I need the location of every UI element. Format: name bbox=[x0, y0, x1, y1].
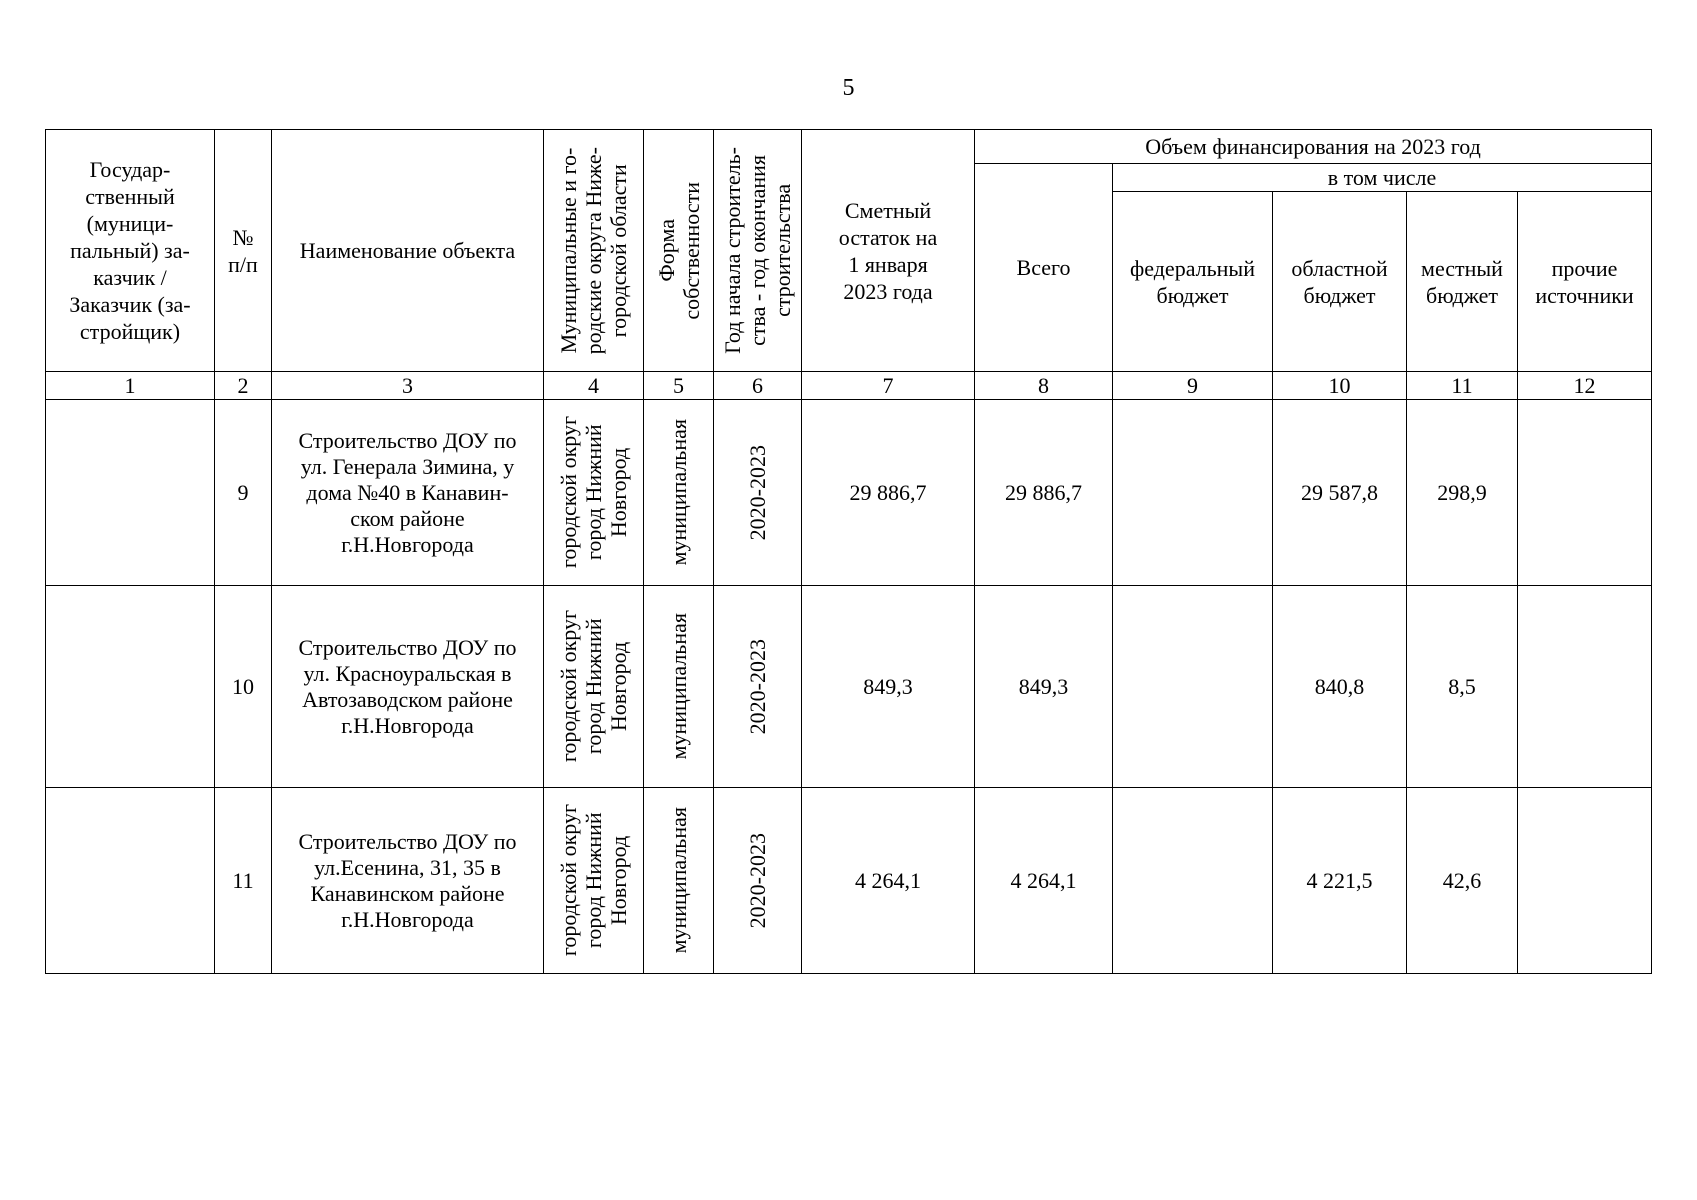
header-other bbox=[1518, 192, 1652, 372]
header-other-label: прочие источники bbox=[1535, 255, 1634, 308]
cell-district bbox=[544, 400, 644, 586]
cell-district-text: городской округ город Нижний Новгород bbox=[556, 610, 631, 763]
cell-ownership-text: муниципальная bbox=[666, 419, 691, 566]
header-row bbox=[46, 130, 1652, 164]
column-number: 7 bbox=[802, 372, 975, 400]
cell-ownership bbox=[644, 788, 714, 974]
cell-local: 8,5 bbox=[1407, 586, 1518, 788]
cell-total: 4 264,1 bbox=[975, 788, 1113, 974]
header-total bbox=[975, 164, 1113, 372]
cell-years-text: 2020-2023 bbox=[745, 444, 770, 541]
cell-regional: 29 587,8 bbox=[1273, 400, 1407, 586]
cell-other bbox=[1518, 586, 1652, 788]
cell-district bbox=[544, 586, 644, 788]
cell-ownership-text: муниципальная bbox=[666, 613, 691, 760]
cell-customer bbox=[46, 400, 215, 586]
header-balance bbox=[802, 130, 975, 372]
header-years bbox=[714, 130, 802, 372]
table-row bbox=[46, 788, 1652, 974]
header-object-name-label: Наименование объекта bbox=[299, 237, 516, 263]
financing-table bbox=[45, 129, 1652, 974]
header-funding-group-label: Объем финансирования на 2023 год bbox=[1145, 133, 1481, 159]
table-row bbox=[46, 400, 1652, 586]
cell-object-name-text: Строительство ДОУ по ул. Красноуральская в Автозаводском районе г.Н.Новгорода bbox=[298, 634, 517, 738]
cell-number: 11 bbox=[215, 788, 272, 974]
cell-object-name-text: Строительство ДОУ по ул. Генерала Зимина, у дома №40 в Канавин- ском районе г.Н.Новгорода bbox=[298, 427, 517, 557]
header-customer bbox=[46, 130, 215, 372]
column-number: 3 bbox=[272, 372, 544, 400]
column-number: 6 bbox=[714, 372, 802, 400]
cell-total: 849,3 bbox=[975, 586, 1113, 788]
cell-years-text: 2020-2023 bbox=[745, 638, 770, 735]
header-balance-label: Сметный остаток на 1 января 2023 года bbox=[838, 197, 938, 304]
cell-regional: 840,8 bbox=[1273, 586, 1407, 788]
cell-object-name-text: Строительство ДОУ по ул.Есенина, 31, 35 в Канавинском районе г.Н.Новгорода bbox=[298, 828, 517, 932]
header-regional bbox=[1273, 192, 1407, 372]
page-number: 5 bbox=[842, 75, 855, 101]
cell-ownership-text: муниципальная bbox=[666, 807, 691, 954]
column-number: 4 bbox=[544, 372, 644, 400]
cell-district-text: городской округ город Нижний Новгород bbox=[556, 416, 631, 569]
column-number: 8 bbox=[975, 372, 1113, 400]
cell-ownership bbox=[644, 400, 714, 586]
column-number: 2 bbox=[215, 372, 272, 400]
header-ownership-label: Форма собственности bbox=[653, 181, 704, 320]
column-number: 12 bbox=[1518, 372, 1652, 400]
header-districts bbox=[544, 130, 644, 372]
cell-number: 10 bbox=[215, 586, 272, 788]
header-number-label: № п/п bbox=[228, 224, 258, 277]
header-federal bbox=[1113, 192, 1273, 372]
cell-object-name bbox=[272, 400, 544, 586]
header-years-label: Год начала строитель- ства - год окончания строительства bbox=[720, 147, 795, 354]
cell-local: 42,6 bbox=[1407, 788, 1518, 974]
cell-number: 9 bbox=[215, 400, 272, 586]
header-object-name bbox=[272, 130, 544, 372]
cell-other bbox=[1518, 788, 1652, 974]
header-regional-label: областной бюджет bbox=[1291, 255, 1388, 308]
cell-years bbox=[714, 400, 802, 586]
cell-balance: 29 886,7 bbox=[802, 400, 975, 586]
cell-district-text: городской округ город Нижний Новгород bbox=[556, 804, 631, 957]
header-districts-label: Муниципальные и го- родские округа Ниже- городской области bbox=[556, 146, 631, 355]
column-number: 9 bbox=[1113, 372, 1273, 400]
cell-local: 298,9 bbox=[1407, 400, 1518, 586]
cell-other bbox=[1518, 400, 1652, 586]
cell-total: 29 886,7 bbox=[975, 400, 1113, 586]
header-funding-group bbox=[975, 130, 1652, 164]
cell-district bbox=[544, 788, 644, 974]
column-number: 11 bbox=[1407, 372, 1518, 400]
cell-federal bbox=[1113, 586, 1273, 788]
column-number: 5 bbox=[644, 372, 714, 400]
cell-object-name bbox=[272, 788, 544, 974]
header-federal-label: федеральный бюджет bbox=[1130, 255, 1255, 308]
cell-customer bbox=[46, 586, 215, 788]
cell-years bbox=[714, 788, 802, 974]
column-number: 1 bbox=[46, 372, 215, 400]
header-including-label: в том числе bbox=[1327, 164, 1437, 190]
cell-years bbox=[714, 586, 802, 788]
table-row bbox=[46, 586, 1652, 788]
cell-ownership bbox=[644, 586, 714, 788]
header-including bbox=[1113, 164, 1652, 192]
cell-federal bbox=[1113, 788, 1273, 974]
header-local-label: местный бюджет bbox=[1421, 255, 1503, 308]
header-total-label: Всего bbox=[1016, 254, 1071, 280]
header-number bbox=[215, 130, 272, 372]
header-local bbox=[1407, 192, 1518, 372]
header-ownership bbox=[644, 130, 714, 372]
cell-balance: 4 264,1 bbox=[802, 788, 975, 974]
cell-regional: 4 221,5 bbox=[1273, 788, 1407, 974]
cell-federal bbox=[1113, 400, 1273, 586]
cell-object-name bbox=[272, 586, 544, 788]
cell-customer bbox=[46, 788, 215, 974]
cell-years-text: 2020-2023 bbox=[745, 832, 770, 929]
header-customer-label: Государ- ственный (муници- пальный) за- казчик / Заказчик (за- стройщик) bbox=[69, 157, 191, 344]
column-number-row bbox=[46, 372, 1652, 400]
cell-balance: 849,3 bbox=[802, 586, 975, 788]
column-number: 10 bbox=[1273, 372, 1407, 400]
